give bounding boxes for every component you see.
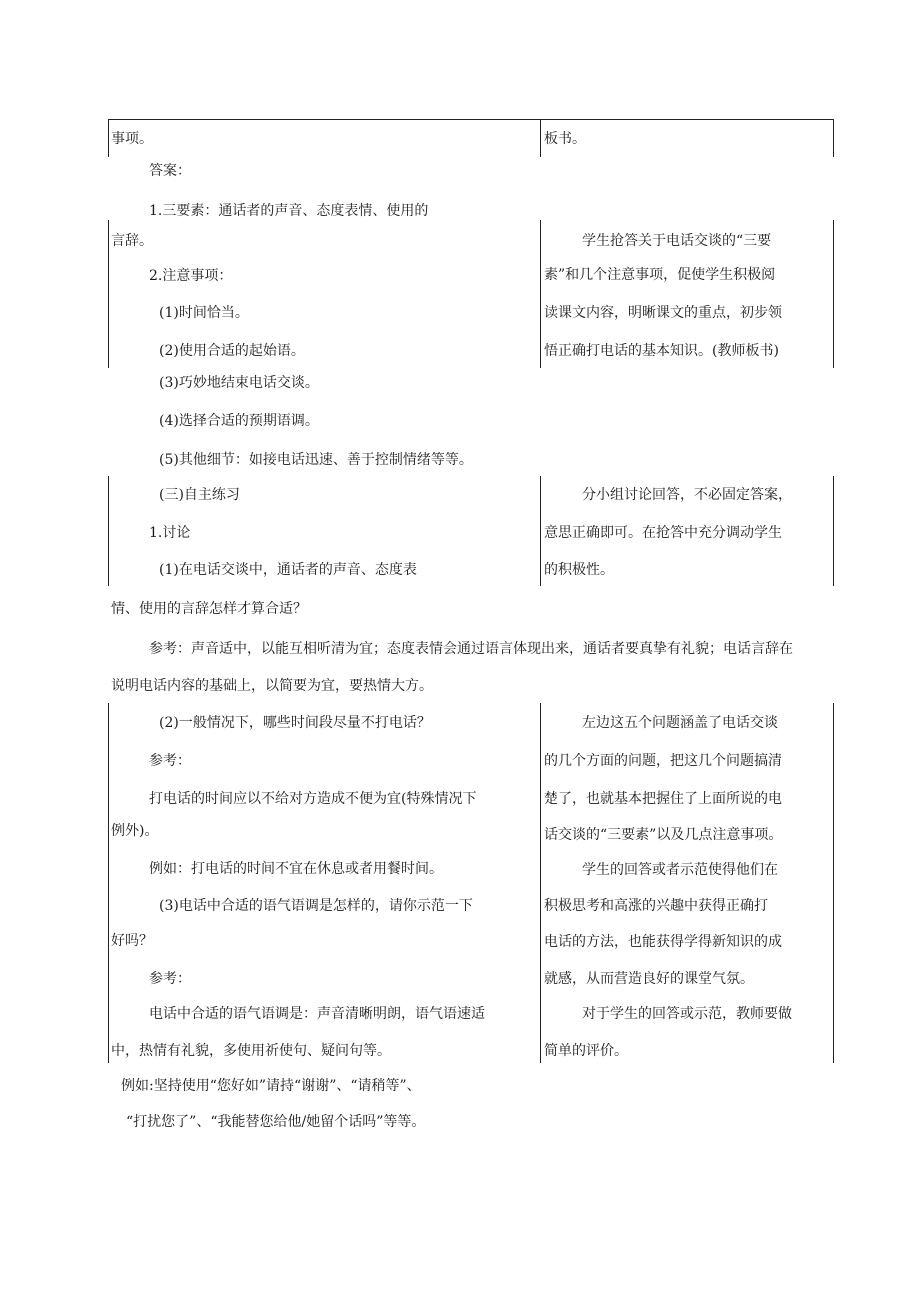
table-border-left-4 <box>108 703 109 1063</box>
table-top-border <box>108 119 834 120</box>
table-border-middle-3 <box>540 476 541 586</box>
answer-label: 答案： <box>149 163 191 179</box>
sub-item-1: (1)时间恰当。 <box>159 305 249 321</box>
table-border-left-2 <box>108 220 109 368</box>
reference-label: 参考： <box>149 753 191 769</box>
discuss-heading: 1.讨论 <box>149 525 191 541</box>
table-border-middle-2 <box>540 220 541 368</box>
section-title: (三)自主练习 <box>159 487 240 503</box>
right-note-line: 的几个方面的问题，把这几个问题搞清 <box>544 753 782 769</box>
table-border-middle-4 <box>540 703 541 1063</box>
reference-label: 参考： <box>149 971 191 987</box>
point1-line2: 言辞。 <box>111 233 153 249</box>
example-2-line1: 例如:坚持使用“您好如”请持“谢谢”、“请稍等”、 <box>121 1078 421 1094</box>
table-border-right-2 <box>833 220 834 368</box>
reference-3-line2: 中，热情有礼貌，多使用祈使句、疑问句等。 <box>111 1043 391 1059</box>
sub-item-5: (5)其他细节：如接电话迅速、善于控制情绪等等。 <box>159 452 473 468</box>
right-note-line: 素”和几个注意事项，促使学生积极阅 <box>544 267 776 283</box>
question-2: (2)一般情况下，哪些时间段尽量不打电话？ <box>159 715 431 731</box>
sub-item-2: (2)使用合适的起始语。 <box>159 343 305 359</box>
right-note-line: 意思正确即可。在抢答中充分调动学生 <box>544 525 782 541</box>
left-item-text: 事项。 <box>111 131 153 147</box>
right-note-line: 简单的评价。 <box>544 1043 628 1059</box>
table-border-left-3 <box>108 476 109 586</box>
question-1-line2: 情、使用的言辞怎样才算合适？ <box>111 601 307 617</box>
right-item-text: 板书。 <box>544 131 586 147</box>
reference-3-line1: 电话中合适的语气语调是：声音清晰明朗，语气语速适 <box>149 1006 485 1022</box>
right-note-line: 分小组讨论回答，不必固定答案， <box>582 487 792 503</box>
right-note-line: 电话的方法，也能获得学得新知识的成 <box>544 934 782 950</box>
right-note-line: 学生的回答或者示范使得他们在 <box>582 862 778 878</box>
sub-item-4: (4)选择合适的预期语调。 <box>159 413 319 429</box>
right-note-line: 话交谈的“三要素”以及几点注意事项。 <box>544 827 783 843</box>
right-note-line: 积极思考和高涨的兴趣中获得正确打 <box>544 898 768 914</box>
right-note-line: 的积极性。 <box>544 562 614 578</box>
question-1-line1: (1)在电话交谈中，通话者的声音、态度表 <box>159 562 417 578</box>
table-border-right-4 <box>833 703 834 1063</box>
sub-item-3: (3)巧妙地结束电话交谈。 <box>159 375 319 391</box>
reference-1-line1: 参考：声音适中，以能互相听清为宜；态度表情会通过语言体现出来，通话者要真挚有礼貌；电话言辞在 <box>149 641 793 657</box>
right-note-line: 学生抢答关于电话交谈的“三要 <box>582 233 772 249</box>
table-border-middle-1 <box>540 119 541 157</box>
right-note-line: 左边这五个问题涵盖了电话交谈 <box>582 715 778 731</box>
reference-1-line2: 说明电话内容的基础上，以简要为宜，要热情大方。 <box>111 678 433 694</box>
table-border-right-1 <box>833 119 834 157</box>
reference-2-line2: 例外)。 <box>111 823 159 839</box>
right-note-line: 对于学生的回答或示范，教师要做 <box>582 1006 792 1022</box>
right-note-line: 悟正确打电话的基本知识。(教师板书) <box>544 343 779 359</box>
example-1: 例如：打电话的时间不宜在休息或者用餐时间。 <box>149 861 443 877</box>
reference-2-line1: 打电话的时间应以不给对方造成不便为宜(特殊情况下 <box>149 791 477 807</box>
point1-line1: 1.三要素：通话者的声音、态度表情、使用的 <box>149 203 429 219</box>
question-3-line2: 好吗？ <box>111 933 153 949</box>
right-note-line: 读课文内容，明晰课文的重点，初步领 <box>544 305 782 321</box>
example-2-line2: “打扰您了”、“我能替您给他/她留个话吗”等等。 <box>126 1114 426 1130</box>
right-note-line: 楚了，也就基本把握住了上面所说的电 <box>544 791 782 807</box>
table-border-left-1 <box>108 119 109 157</box>
table-border-right-3 <box>833 476 834 586</box>
right-note-line: 就感，从而营造良好的课堂气氛。 <box>544 971 754 987</box>
point2-text: 2.注意事项： <box>149 268 233 284</box>
question-3-line1: (3)电话中合适的语气语调是怎样的，请你示范一下 <box>159 898 473 914</box>
